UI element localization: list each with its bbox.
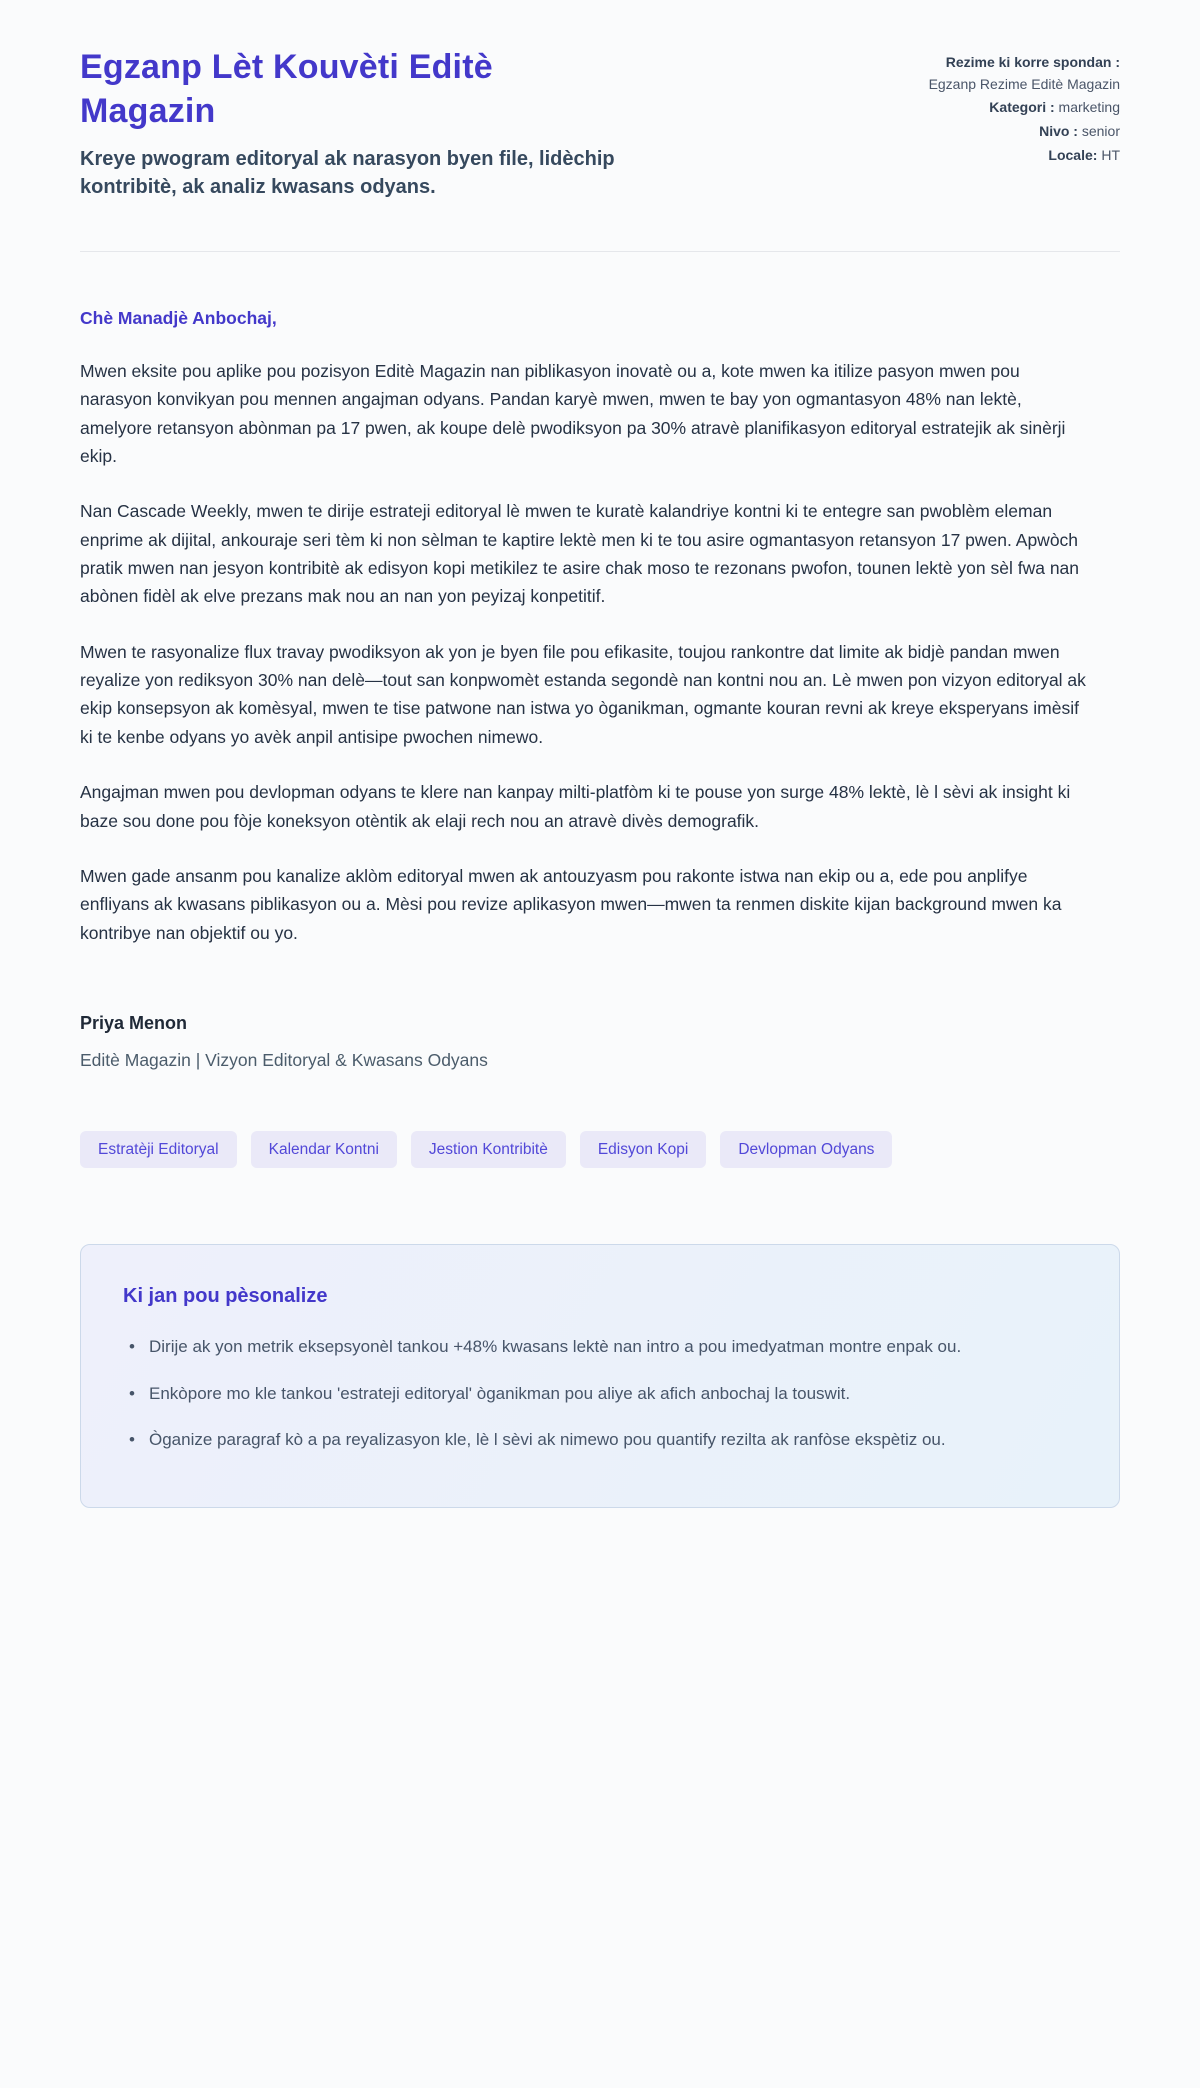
meta-label: Rezime ki korre spondan : — [945, 54, 1120, 70]
letter-paragraph: Angajman mwen pou devlopman odyans te klere nan kanpay milti-platfòm ki te pouse yon surge 48% lektè, lè l sèvi ak insight ki baze sou done pou fòje koneksyon otèntik ak elaji rech nou an atravè divès demografik. — [80, 782, 1071, 831]
meta-block — [929, 46, 1120, 168]
tips-panel — [80, 1244, 1120, 1508]
letter-body — [80, 357, 1120, 947]
tips-item: • Òganize paragraf kò a pa reyalizasyon kle, lè l sèvi ak nimewo pou quantify rezilta ak ranfòse ekspètiz ou. — [123, 1427, 1023, 1453]
content-container — [80, 0, 1120, 1578]
meta-row-level — [929, 121, 1120, 143]
meta-value: Egzanp Rezime Editè Magazin — [928, 75, 1120, 92]
letter-paragraph: Mwen eksite pou aplike pou pozisyon Editè Magazin nan piblikasyon inovatè ou a, kote mwen ka itilize pasyon mwen pou narasyon konvikyan pou mennen angajman odyans. Pandan karyè mwen, mwen te bay yon ogmantasyon 48% nan lektè, amelyore retansyon abònman pa 17 pwen, ak koupe delè pwodiksyon pa 30% atravè planifikasyon editoryal estratejik ak sinèrji ekip. — [80, 361, 1066, 467]
meta-row-locale — [929, 145, 1120, 167]
header — [80, 46, 1120, 201]
meta-label: Nivo : — [1039, 123, 1078, 140]
meta-value: marketing — [1058, 99, 1120, 116]
meta-value: HT — [1101, 146, 1120, 163]
header-title-block — [80, 46, 640, 201]
meta-row-category — [929, 97, 1120, 119]
letter-paragraph: Mwen te rasyonalize flux travay pwodiksyon ak yon je byen file pou efikasite, toujou rankontre dat limite ak bidjè pandan mwen reyalize yon rediksyon 30% nan delè—tout san konpwomèt estanda segondè nan kontni nou an. Lè mwen pon vizyon editoryal ak ekip konsepsyon ak komèsyal, mwen te tise patwone nan istwa yo òganikman, ogmante kouran revni ak kreye eksperyans imèsif ki te kenbe odyans yo avèk anpil antisipe pwochen nimewo. — [80, 641, 1086, 747]
letter-greeting: Chè Manadjè Anbochaj, — [80, 308, 277, 329]
tips-title: Ki jan pou pèsonalize — [123, 1285, 328, 1308]
tag-copy-editing[interactable]: Edisyon Kopi — [580, 1131, 706, 1169]
tips-item: • Dirije ak yon metrik eksepsyonèl tankou +48% kwasans lektè nan intro a pou imedyatman montre enpak ou. — [123, 1334, 1023, 1360]
signature-block — [80, 1013, 1120, 1071]
meta-label: Kategori : — [989, 99, 1055, 116]
page-subtitle: Kreye pwogram editoryal ak narasyon byen file, lidèchip kontribitè, ak analiz kwasans odyans. — [80, 148, 615, 199]
meta-row-resume — [929, 52, 1120, 95]
tag-list — [80, 1131, 1120, 1169]
meta-label: Locale: — [1048, 146, 1098, 163]
signature-name: Priya Menon — [80, 1012, 188, 1033]
signature-role: Editè Magazin | Vizyon Editoryal & Kwasans Odyans — [80, 1049, 488, 1070]
tag-editorial-strategy[interactable]: Estratèji Editoryal — [80, 1131, 237, 1169]
tag-audience-development[interactable]: Devlopman Odyans — [720, 1131, 892, 1169]
letter-paragraph: Mwen gade ansanm pou kanalize aklòm editoryal mwen ak antouzyasm pou rakonte istwa nan ekip ou a, ede pou anplifye enfliyans ak kwasans piblikasyon ou a. Mèsi pou revize aplikasyon mwen—mwen ta renmen diskite kijan background mwen ka kontribye nan objektif ou yo. — [80, 865, 1062, 943]
tips-list — [123, 1334, 1077, 1453]
header-divider — [80, 251, 1120, 252]
meta-value: senior — [1081, 123, 1120, 140]
letter-paragraph: Nan Cascade Weekly, mwen te dirije estrateji editoryal lè mwen te kuratè kalandriye kontni ki te entegre san pwoblèm eleman enprime ak dijital, ankouraje seri tèm ki non sèlman te kaptire lektè men ki te tou asire ogmantasyon retansyon 17 pwen. Apwòch pratik mwen nan jesyon kontribitè ak edisyon kopi metikilez te asire chak moso te rezonans pwofon, tounen lektè yon sèl fwa nan abònen fidèl ak elve prezans mak nou an nan yon peyizaj konpetitif. — [80, 501, 1080, 607]
tag-contributor-management[interactable]: Jestion Kontribitè — [411, 1131, 566, 1169]
tips-item: • Enkòpore mo kle tankou 'estrateji editoryal' òganikman pou aliye ak afich anbochaj la touswit. — [123, 1381, 1023, 1407]
tag-content-calendar[interactable]: Kalendar Kontni — [251, 1131, 397, 1169]
page-title: Egzanp Lèt Kouvèti Editè Magazin — [80, 48, 493, 130]
